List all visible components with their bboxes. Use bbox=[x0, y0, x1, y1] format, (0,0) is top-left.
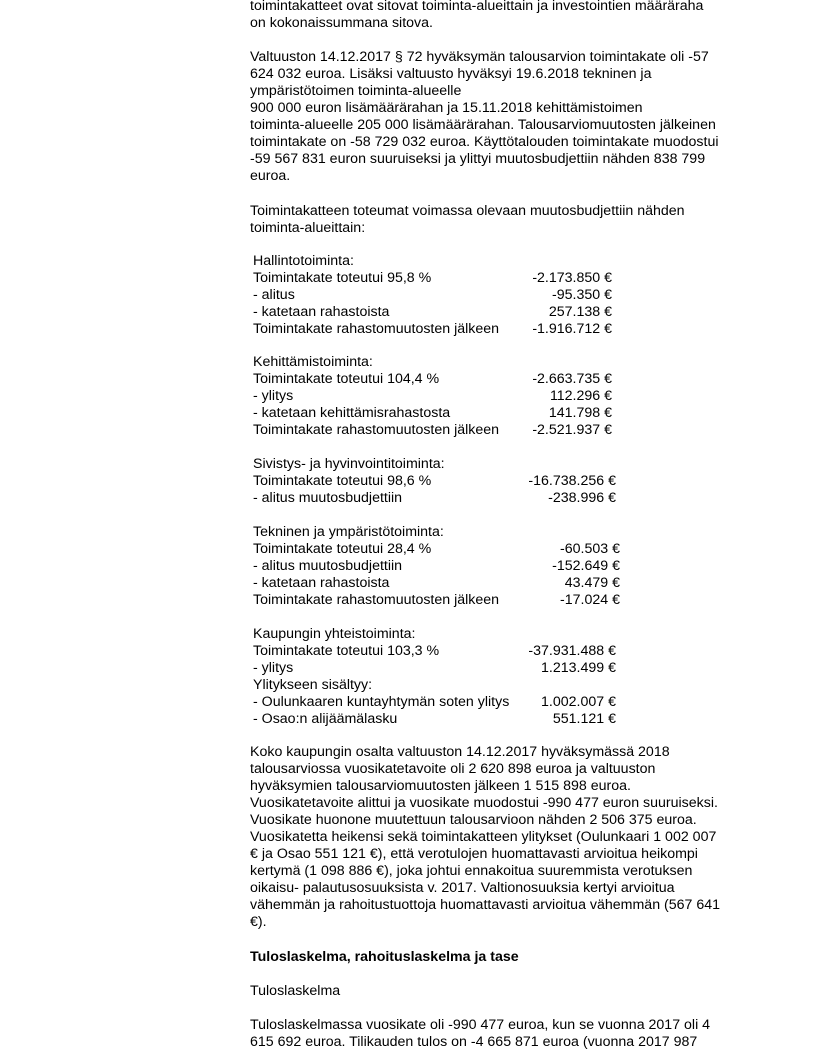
table-row: - Oulunkaaren kuntayhtymän soten ylitys 1.002.007 € bbox=[253, 694, 616, 710]
text-line: hyväksymien talousarviomuutosten jälkeen 1 515 898 euroa. bbox=[250, 778, 631, 794]
text-line: Valtuuston 14.12.2017 § 72 hyväksymän talousarvion toimintakate oli -57 bbox=[250, 49, 709, 65]
text-line: toimintakatteet ovat sitovat toiminta-alueittain ja investointien määräraha bbox=[250, 0, 704, 14]
text-line: € ja Osao 551 121 €), että verotulojen huomattavasti arvioitua heikompi bbox=[250, 846, 698, 862]
table-row: Toimintakate toteutui 103,3 % -37.931.488 € bbox=[253, 643, 616, 659]
text-line: 615 692 euroa. Tilikauden tulos on -4 665 871 euroa (vuonna 2017 987 bbox=[250, 1034, 698, 1050]
table-row: - katetaan rahastoista 257.138 € bbox=[253, 304, 612, 320]
paragraph-tuloslaskelma bbox=[250, 1017, 740, 1051]
text-line: on kokonaissummana sitova. bbox=[250, 15, 433, 31]
section-title: Kaupungin yhteistoiminta: bbox=[253, 626, 416, 642]
text-line: oikaisu- palautusosuuksista v. 2017. Valtionosuuksia kertyi arvioitua bbox=[250, 880, 675, 896]
table-row: Toimintakate rahastomuutosten jälkeen -1.916.712 € bbox=[253, 321, 612, 337]
table-row: - katetaan rahastoista 43.479 € bbox=[253, 575, 620, 591]
text-line: ympäristötoimen toiminta-alueelle bbox=[250, 83, 462, 99]
paragraph-vuosikate bbox=[250, 744, 740, 931]
section-kehittamistoiminta bbox=[250, 354, 612, 439]
section-title: Kehittämistoiminta: bbox=[253, 354, 373, 370]
text-line: Koko kaupungin osalta valtuuston 14.12.2017 hyväksymässä 2018 bbox=[250, 744, 670, 760]
text-line: -59 567 831 euron suuruiseksi ja ylittyi muutosbudjettiin nähden 838 799 bbox=[250, 151, 706, 167]
table-row: - alitus muutosbudjettiin -238.996 € bbox=[253, 490, 616, 506]
table-row: - katetaan kehittämisrahastosta 141.798 € bbox=[253, 405, 612, 421]
table-row: Toimintakate toteutui 98,6 % -16.738.256 € bbox=[253, 473, 616, 489]
text-line: 624 032 euroa. Lisäksi valtuusto hyväksyi 19.6.2018 tekninen ja bbox=[250, 66, 652, 82]
table-row: - alitus muutosbudjettiin -152.649 € bbox=[253, 558, 620, 574]
text-line: Toimintakatteen toteumat voimassa olevaan muutosbudjettiin nähden bbox=[250, 203, 685, 219]
section-heading: Tuloslaskelma, rahoituslaskelma ja tase bbox=[250, 949, 519, 965]
paragraph-budget bbox=[250, 49, 740, 185]
text-line: Vuosikatetta heikensi sekä toimintakatteen ylitykset (Oulunkaari 1 002 007 bbox=[250, 829, 717, 845]
table-row: Toimintakate toteutui 95,8 % -2.173.850 € bbox=[253, 270, 612, 286]
table-row: - ylitys 1.213.499 € bbox=[253, 660, 616, 676]
section-title: Hallintotoiminta: bbox=[253, 253, 354, 269]
text-line: toiminta-alueittain: bbox=[250, 220, 366, 236]
table-row: Toimintakate rahastomuutosten jälkeen -2.521.937 € bbox=[253, 422, 612, 438]
paragraph-realization-intro bbox=[250, 203, 740, 237]
text-line: euroa. bbox=[250, 168, 291, 184]
text-line: Vuosikatetavoite alittui ja vuosikate muodostui -990 477 euron suuruiseksi. bbox=[250, 795, 718, 811]
section-tekninen bbox=[250, 524, 620, 609]
text-line: toimintakate on -58 729 032 euroa. Käyttötalouden toimintakate muodostui bbox=[250, 134, 719, 150]
table-row: Toimintakate rahastomuutosten jälkeen -17.024 € bbox=[253, 592, 620, 608]
section-sivistys bbox=[250, 456, 616, 507]
table-row: Toimintakate toteutui 104,4 % -2.663.735 € bbox=[253, 371, 612, 387]
text-line: talousarviossa vuosikatetavoite oli 2 620 898 euroa ja valtuuston bbox=[250, 761, 656, 777]
text-line: kertymä (1 098 886 €), joka johtui ennakoitua suuremmista verotuksen bbox=[250, 863, 693, 879]
text-line: Vuosikate huonone muutettuun talousarvioon nähden 2 506 375 euroa. bbox=[250, 812, 697, 828]
section-hallintotoiminta bbox=[250, 253, 612, 338]
section-title: Sivistys- ja hyvinvointitoiminta: bbox=[253, 456, 445, 472]
table-row: - ylitys 112.296 € bbox=[253, 388, 612, 404]
table-row: - alitus -95.350 € bbox=[253, 287, 612, 303]
text-line: €). bbox=[250, 914, 267, 930]
paragraph-intro bbox=[250, 0, 740, 32]
table-row: - Osao:n alijäämälasku 551.121 € bbox=[253, 711, 616, 727]
table-row: Ylitykseen sisältyy: bbox=[253, 677, 373, 693]
text-line: Tuloslaskelmassa vuosikate oli -990 477 euroa, kun se vuonna 2017 oli 4 bbox=[250, 1017, 711, 1033]
section-title: Tekninen ja ympäristötoiminta: bbox=[253, 524, 444, 540]
text-line: vähemmän ja rahoitustuottoja huomattavasti arvioitua vähemmän (567 641 bbox=[250, 897, 721, 913]
text-line: 900 000 euron lisämäärärahan ja 15.11.2018 kehittämistoimen bbox=[250, 100, 643, 116]
section-yhteistoiminta bbox=[250, 626, 616, 728]
table-row: Toimintakate toteutui 28,4 % -60.503 € bbox=[253, 541, 620, 557]
text-line: toiminta-alueelle 205 000 lisämäärärahan. Talousarviomuutosten jälkeinen bbox=[250, 117, 716, 133]
subheading: Tuloslaskelma bbox=[250, 983, 341, 999]
